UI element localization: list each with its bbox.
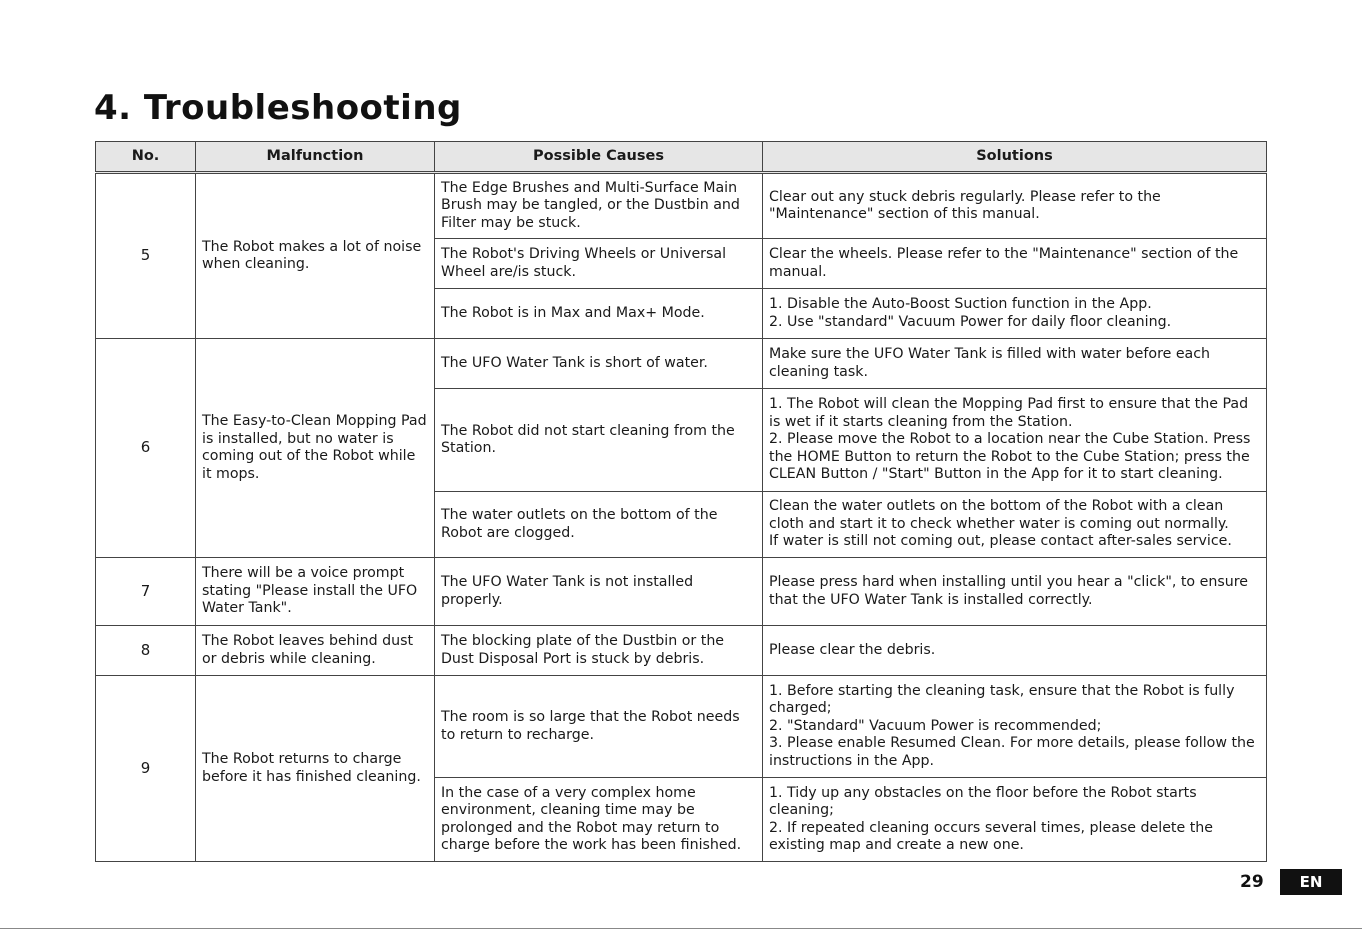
header-no: No. bbox=[96, 142, 196, 173]
table-row bbox=[96, 626, 1267, 676]
cause-cell: In the case of a very complex home environment, cleaning time may be prolonged and the Robot may return to charge before the work has been finished. bbox=[435, 778, 763, 862]
solution-line: If water is still not coming out, please contact after-sales service. bbox=[769, 533, 1232, 550]
solution-cell bbox=[763, 492, 1267, 558]
cause-cell: The Edge Brushes and Multi-Surface Main Brush may be tangled, or the Dustbin and Filter may be stuck. bbox=[435, 173, 763, 239]
solution-line: 2. If repeated cleaning occurs several times, please delete the existing map and create a new one. bbox=[769, 819, 1214, 853]
solution-cell bbox=[763, 626, 1267, 676]
footer-divider bbox=[0, 928, 1362, 929]
cause-cell: The blocking plate of the Dustbin or the Dust Disposal Port is stuck by debris. bbox=[435, 626, 763, 676]
solution-line: 3. Please enable Resumed Clean. For more details, please follow the instructions in the App. bbox=[769, 735, 1255, 769]
solution-line: 1. Tidy up any obstacles on the floor before the Robot starts cleaning; bbox=[769, 784, 1197, 818]
page-number: 29 bbox=[1240, 872, 1264, 892]
solution-cell bbox=[763, 173, 1267, 239]
solution-line: Clear out any stuck debris regularly. Please refer to the "Maintenance" section of this manual. bbox=[769, 188, 1161, 222]
troubleshooting-table bbox=[95, 141, 1267, 862]
malfunction-cell: There will be a voice prompt stating "Please install the UFO Water Tank". bbox=[196, 558, 435, 626]
table-row bbox=[96, 676, 1267, 778]
solution-line: Please press hard when installing until you hear a "click", to ensure that the UFO Water Tank is installed correctly. bbox=[769, 574, 1248, 608]
malfunction-cell: The Easy-to-Clean Mopping Pad is installed, but no water is coming out of the Robot while it mops. bbox=[196, 339, 435, 558]
solution-cell bbox=[763, 289, 1267, 339]
table-header-row bbox=[96, 142, 1267, 173]
malfunction-cell: The Robot leaves behind dust or debris while cleaning. bbox=[196, 626, 435, 676]
solution-line: 1. The Robot will clean the Mopping Pad first to ensure that the Pad is wet if it starts cleaning from the Station. bbox=[769, 396, 1249, 430]
solution-cell bbox=[763, 239, 1267, 289]
row-number: 6 bbox=[96, 339, 196, 558]
solution-line: Make sure the UFO Water Tank is filled with water before each cleaning task. bbox=[769, 346, 1211, 380]
solution-cell bbox=[763, 339, 1267, 389]
solution-cell bbox=[763, 676, 1267, 778]
row-number: 7 bbox=[96, 558, 196, 626]
solution-cell bbox=[763, 558, 1267, 626]
cause-cell: The room is so large that the Robot needs to return to recharge. bbox=[435, 676, 763, 778]
solution-line: Clear the wheels. Please refer to the "Maintenance" section of the manual. bbox=[769, 246, 1239, 280]
row-number: 5 bbox=[96, 173, 196, 339]
cause-cell: The Robot is in Max and Max+ Mode. bbox=[435, 289, 763, 339]
header-solutions: Solutions bbox=[763, 142, 1267, 173]
solution-line: 2. Please move the Robot to a location near the Cube Station. Press the HOME Button to return the Robot to the Cube Station; press the CLEAN Button / "Start" Button in the App for it to start cleaning. bbox=[769, 431, 1251, 483]
page-title: 4. Troubleshooting bbox=[94, 88, 462, 128]
row-number: 9 bbox=[96, 676, 196, 862]
solution-cell bbox=[763, 778, 1267, 862]
solution-line: 2. "Standard" Vacuum Power is recommended; bbox=[769, 717, 1102, 734]
header-possible-causes: Possible Causes bbox=[435, 142, 763, 173]
solution-line: Clean the water outlets on the bottom of the Robot with a clean cloth and start it to check whether water is coming out normally. bbox=[769, 498, 1229, 532]
table-row bbox=[96, 173, 1267, 239]
cause-cell: The water outlets on the bottom of the Robot are clogged. bbox=[435, 492, 763, 558]
row-number: 8 bbox=[96, 626, 196, 676]
table-row bbox=[96, 558, 1267, 626]
table-row bbox=[96, 339, 1267, 389]
cause-cell: The Robot's Driving Wheels or Universal Wheel are/is stuck. bbox=[435, 239, 763, 289]
malfunction-cell: The Robot returns to charge before it has finished cleaning. bbox=[196, 676, 435, 862]
header-malfunction: Malfunction bbox=[196, 142, 435, 173]
solution-line: 1. Disable the Auto-Boost Suction function in the App. bbox=[769, 296, 1152, 312]
language-badge: EN bbox=[1280, 869, 1342, 895]
cause-cell: The UFO Water Tank is short of water. bbox=[435, 339, 763, 389]
malfunction-cell: The Robot makes a lot of noise when cleaning. bbox=[196, 173, 435, 339]
cause-cell: The UFO Water Tank is not installed properly. bbox=[435, 558, 763, 626]
cause-cell: The Robot did not start cleaning from the Station. bbox=[435, 389, 763, 492]
solution-line: 2. Use "standard" Vacuum Power for daily floor cleaning. bbox=[769, 313, 1172, 330]
solution-line: 1. Before starting the cleaning task, ensure that the Robot is fully charged; bbox=[769, 682, 1235, 717]
solution-cell bbox=[763, 389, 1267, 492]
solution-line: Please clear the debris. bbox=[769, 641, 936, 658]
